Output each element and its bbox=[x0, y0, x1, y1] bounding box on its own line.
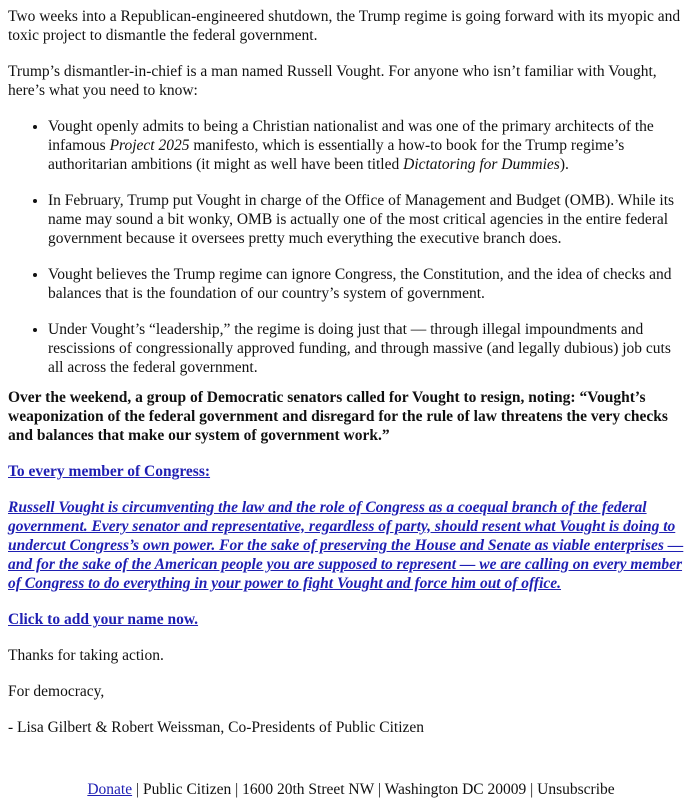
vought-facts-list bbox=[8, 117, 694, 377]
footer-separator: | bbox=[235, 781, 239, 798]
bullet-1-italic-dictatoring: Dictatoring for Dummies bbox=[403, 156, 560, 173]
senators-paragraph: Over the weekend, a group of Democratic senators called for Vought to resign, noting: “Vought’s weaponization of the federal government and disregard for the rule of law threatens the very checks and balances that make our system of government work.” bbox=[8, 389, 668, 444]
donate-link[interactable]: Donate bbox=[87, 781, 133, 798]
bullet-1-italic-project-2025: Project 2025 bbox=[109, 137, 190, 154]
footer-org: Public Citizen bbox=[142, 781, 232, 798]
footer-city: Washington DC 20009 bbox=[384, 781, 527, 798]
footer bbox=[8, 780, 694, 799]
bullet-1-text-b: manifesto, which is essentially a how-to book for the Trump regime’s authoritarian ambitions (it might as well have been titled bbox=[48, 137, 625, 173]
footer-separator: | bbox=[135, 781, 140, 798]
signature-text: - Lisa Gilbert & Robert Weissman, Co-Presidents of Public Citizen bbox=[8, 719, 425, 736]
petition-heading-paragraph bbox=[8, 462, 694, 481]
intro-paragraph-1: Two weeks into a Republican-engineered shutdown, the Trump regime is going forward with its myopic and toxic project to dismantle the federal government. bbox=[8, 8, 681, 44]
footer-separator: | bbox=[377, 781, 381, 798]
signoff-text: For democracy, bbox=[8, 683, 105, 700]
unsubscribe-link[interactable]: Unsubscribe bbox=[537, 781, 615, 798]
footer-separator: | bbox=[530, 781, 534, 798]
petition-body-link[interactable]: Russell Vought is circumventing the law and the role of Congress as a coequal branch of the federal government. Every senator and representative, regardless of party, should resent what Vought is doing to undercut Congress’s own power. For the sake of preserving the House and Senate as viable enterprises — and for the sake of the American people you are supposed to represent — we are calling on every member of Congress to do everything in your power to fight Vought and force him out of office. bbox=[8, 499, 684, 592]
bullet-1-text-c: ). bbox=[559, 156, 569, 173]
footer-street: 1600 20th Street NW bbox=[242, 781, 374, 798]
petition-body-paragraph bbox=[8, 498, 694, 593]
cta-paragraph bbox=[8, 610, 694, 629]
list-item bbox=[48, 117, 694, 174]
bullet-1-text-a: Vought openly admits to being a Christian nationalist and was one of the primary architects of the infamous bbox=[48, 118, 654, 154]
list-item: • In February, Trump put Vought in charge of the Office of Management and Budget (OMB). While its name may sound a bit wonky, OMB is actually one of the most critical agencies in the entire federal government because it oversees pretty much everything the executive branch does. bbox=[48, 191, 694, 248]
thanks-text: Thanks for taking action. bbox=[8, 647, 164, 664]
petition-heading-link[interactable]: To every member of Congress: bbox=[8, 463, 211, 480]
list-item: • Vought believes the Trump regime can ignore Congress, the Constitution, and the idea of checks and balances that is the foundation of our country’s system of government. bbox=[48, 265, 694, 303]
intro-paragraph-2: Trump’s dismantler-in-chief is a man named Russell Vought. For anyone who isn’t familiar with Vought, here’s what you need to know: bbox=[8, 63, 657, 99]
list-item: • Under Vought’s “leadership,” the regime is doing just that — through illegal impoundments and rescissions of congressionally approved funding, and through massive (and legally dubious) job cuts all across the federal government. bbox=[48, 320, 694, 377]
add-your-name-link[interactable]: Click to add your name now. bbox=[8, 611, 199, 628]
